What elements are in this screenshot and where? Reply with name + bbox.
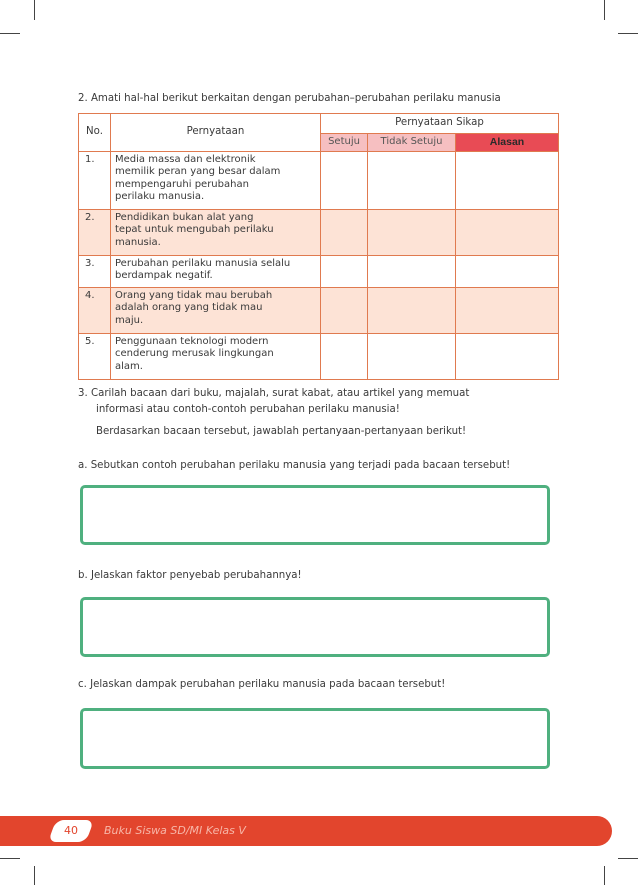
header-no: No. bbox=[79, 114, 111, 152]
row-statement bbox=[111, 151, 321, 209]
question-a: a. Sebutkan contoh perubahan perilaku manusia yang terjadi pada bacaan tersebut! bbox=[78, 460, 511, 471]
header-agree: Setuju bbox=[321, 134, 368, 152]
statement-line: Orang yang tidak mau berubah bbox=[115, 289, 273, 301]
cell-agree[interactable] bbox=[321, 333, 368, 379]
statement-line: manusia. bbox=[115, 236, 161, 248]
cell-reason[interactable] bbox=[456, 255, 559, 287]
table-row bbox=[79, 333, 559, 379]
row-number: 5. bbox=[79, 333, 111, 379]
crop-mark bbox=[34, 0, 35, 20]
cell-agree[interactable] bbox=[321, 151, 368, 209]
crop-mark bbox=[618, 33, 638, 34]
question-b: b. Jelaskan faktor penyebab perubahannya! bbox=[78, 570, 302, 581]
question-c: c. Jelaskan dampak perubahan perilaku manusia pada bacaan tersebut! bbox=[78, 679, 446, 690]
cell-disagree[interactable] bbox=[368, 151, 456, 209]
crop-mark bbox=[0, 33, 20, 34]
crop-mark bbox=[604, 866, 605, 885]
footer-band bbox=[0, 816, 612, 846]
crop-mark bbox=[34, 866, 35, 885]
row-number: 3. bbox=[79, 255, 111, 287]
answer-box-c[interactable] bbox=[80, 708, 550, 769]
statement-line: Perubahan perilaku manusia selalu bbox=[115, 257, 291, 269]
question-2: 2. Amati hal-hal berikut berkaitan dengan perubahan–perubahan perilaku manusia bbox=[78, 93, 501, 104]
statement-line: cenderung merusak lingkungan bbox=[115, 348, 274, 359]
statement-line: Pendidikan bukan alat yang bbox=[115, 211, 254, 223]
question-3-line-2: informasi atau contoh-contoh perubahan perilaku manusia! bbox=[96, 404, 400, 415]
row-number: 4. bbox=[79, 287, 111, 333]
header-reason: Alasan bbox=[456, 134, 559, 152]
table-row bbox=[79, 151, 559, 209]
statement-line: Media massa dan elektronik bbox=[115, 153, 256, 165]
crop-mark bbox=[0, 858, 20, 859]
cell-reason[interactable] bbox=[456, 333, 559, 379]
page-number-badge bbox=[48, 820, 94, 842]
header-statement: Pernyataan bbox=[111, 114, 321, 152]
crop-mark bbox=[604, 0, 605, 20]
statement-line: tepat untuk mengubah perilaku bbox=[115, 224, 274, 235]
cell-reason[interactable] bbox=[456, 287, 559, 333]
attitude-table bbox=[78, 113, 558, 380]
table-row bbox=[79, 287, 559, 333]
cell-agree[interactable] bbox=[321, 255, 368, 287]
row-number: 2. bbox=[79, 209, 111, 255]
statement-line: perilaku manusia. bbox=[115, 191, 205, 202]
statement-line: mempengaruhi perubahan bbox=[115, 178, 249, 190]
statement-line: maju. bbox=[115, 314, 144, 326]
cell-disagree[interactable] bbox=[368, 209, 456, 255]
question-3-line-1: 3. Carilah bacaan dari buku, majalah, surat kabat, atau artikel yang memuat bbox=[78, 388, 470, 399]
statement-line: berdampak negatif. bbox=[115, 270, 213, 281]
cell-agree[interactable] bbox=[321, 287, 368, 333]
footer-book-title: Buku Siswa SD/MI Kelas V bbox=[104, 824, 246, 837]
row-number: 1. bbox=[79, 151, 111, 209]
row-statement bbox=[111, 209, 321, 255]
question-3-line-3: Berdasarkan bacaan tersebut, jawablah pertanyaan-pertanyaan berikut! bbox=[96, 426, 467, 437]
row-statement bbox=[111, 255, 321, 287]
cell-disagree[interactable] bbox=[368, 287, 456, 333]
row-statement bbox=[111, 333, 321, 379]
answer-box-a[interactable] bbox=[80, 485, 550, 545]
crop-mark bbox=[618, 858, 638, 859]
cell-disagree[interactable] bbox=[368, 333, 456, 379]
statement-line: alam. bbox=[115, 360, 143, 372]
answer-box-b[interactable] bbox=[80, 597, 550, 657]
page-number: 40 bbox=[64, 824, 78, 837]
header-attitude: Pernyataan Sikap bbox=[321, 114, 559, 134]
statement-line: adalah orang yang tidak mau bbox=[115, 302, 263, 313]
cell-agree[interactable] bbox=[321, 209, 368, 255]
table-row bbox=[79, 255, 559, 287]
row-statement bbox=[111, 287, 321, 333]
table-row bbox=[79, 209, 559, 255]
header-disagree: Tidak Setuju bbox=[368, 134, 456, 152]
cell-reason[interactable] bbox=[456, 151, 559, 209]
statement-line: Penggunaan teknologi modern bbox=[115, 335, 269, 347]
statement-line: memilik peran yang besar dalam bbox=[115, 166, 281, 177]
cell-reason[interactable] bbox=[456, 209, 559, 255]
cell-disagree[interactable] bbox=[368, 255, 456, 287]
